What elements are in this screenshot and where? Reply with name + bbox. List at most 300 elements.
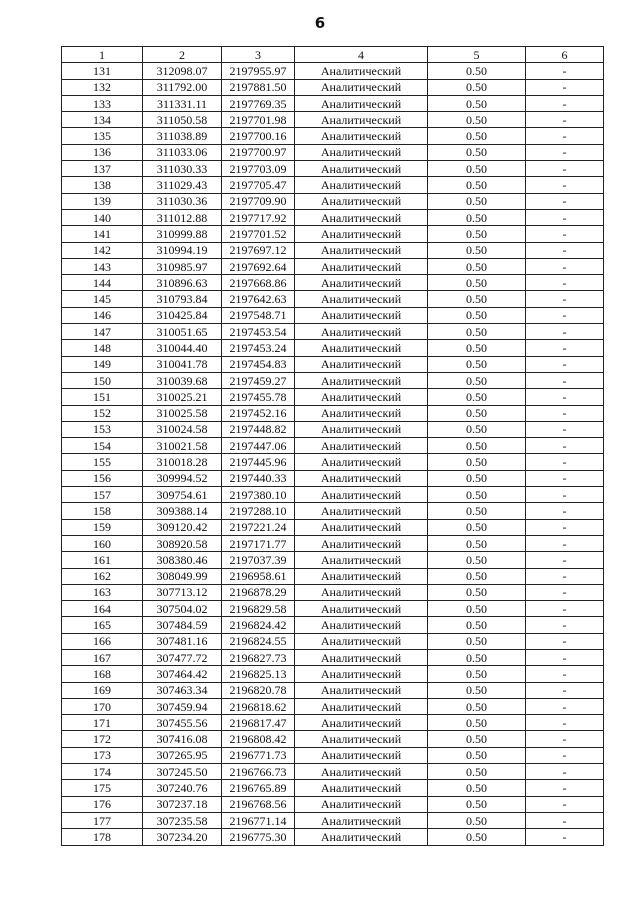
y-coordinate-cell: 2196820.78 (222, 682, 295, 698)
method-cell: Аналитический (295, 372, 428, 388)
accuracy-cell: 0.50 (428, 633, 526, 649)
point-number-cell: 176 (62, 796, 143, 812)
note-cell: - (526, 698, 604, 714)
x-coordinate-cell: 310051.65 (143, 324, 222, 340)
note-cell: - (526, 796, 604, 812)
y-coordinate-cell: 2197703.09 (222, 161, 295, 177)
method-cell: Аналитический (295, 438, 428, 454)
x-coordinate-cell: 307481.16 (143, 633, 222, 649)
method-cell: Аналитический (295, 112, 428, 128)
method-cell: Аналитический (295, 389, 428, 405)
y-coordinate-cell: 2196818.62 (222, 698, 295, 714)
note-cell: - (526, 666, 604, 682)
column-header: 4 (295, 47, 428, 63)
method-cell: Аналитический (295, 764, 428, 780)
y-coordinate-cell: 2197668.86 (222, 275, 295, 291)
table-row (62, 764, 604, 780)
y-coordinate-cell: 2196827.73 (222, 649, 295, 665)
accuracy-cell: 0.50 (428, 552, 526, 568)
note-cell: - (526, 519, 604, 535)
y-coordinate-cell: 2196768.56 (222, 796, 295, 812)
accuracy-cell: 0.50 (428, 226, 526, 242)
accuracy-cell: 0.50 (428, 128, 526, 144)
point-number-cell: 144 (62, 275, 143, 291)
x-coordinate-cell: 310985.97 (143, 258, 222, 274)
point-number-cell: 171 (62, 715, 143, 731)
y-coordinate-cell: 2197701.98 (222, 112, 295, 128)
point-number-cell: 162 (62, 568, 143, 584)
accuracy-cell: 0.50 (428, 503, 526, 519)
x-coordinate-cell: 310018.28 (143, 454, 222, 470)
point-number-cell: 147 (62, 324, 143, 340)
note-cell: - (526, 356, 604, 372)
accuracy-cell: 0.50 (428, 242, 526, 258)
accuracy-cell: 0.50 (428, 487, 526, 503)
point-number-cell: 138 (62, 177, 143, 193)
x-coordinate-cell: 307463.34 (143, 682, 222, 698)
note-cell: - (526, 95, 604, 111)
y-coordinate-cell: 2196765.89 (222, 780, 295, 796)
note-cell: - (526, 617, 604, 633)
accuracy-cell: 0.50 (428, 454, 526, 470)
table-row (62, 79, 604, 95)
point-number-cell: 164 (62, 601, 143, 617)
method-cell: Аналитический (295, 324, 428, 340)
point-number-cell: 177 (62, 812, 143, 828)
method-cell: Аналитический (295, 258, 428, 274)
method-cell: Аналитический (295, 552, 428, 568)
table-row (62, 487, 604, 503)
x-coordinate-cell: 307464.42 (143, 666, 222, 682)
accuracy-cell: 0.50 (428, 584, 526, 600)
accuracy-cell: 0.50 (428, 340, 526, 356)
table-row (62, 633, 604, 649)
x-coordinate-cell: 308380.46 (143, 552, 222, 568)
y-coordinate-cell: 2197453.24 (222, 340, 295, 356)
accuracy-cell: 0.50 (428, 405, 526, 421)
x-coordinate-cell: 312098.07 (143, 63, 222, 79)
point-number-cell: 166 (62, 633, 143, 649)
x-coordinate-cell: 307459.94 (143, 698, 222, 714)
point-number-cell: 143 (62, 258, 143, 274)
accuracy-cell: 0.50 (428, 161, 526, 177)
y-coordinate-cell: 2197452.16 (222, 405, 295, 421)
column-header: 1 (62, 47, 143, 63)
x-coordinate-cell: 307234.20 (143, 829, 222, 845)
x-coordinate-cell: 309388.14 (143, 503, 222, 519)
point-number-cell: 160 (62, 535, 143, 551)
accuracy-cell: 0.50 (428, 747, 526, 763)
table-row (62, 438, 604, 454)
method-cell: Аналитический (295, 128, 428, 144)
point-number-cell: 133 (62, 95, 143, 111)
y-coordinate-cell: 2197881.50 (222, 79, 295, 95)
method-cell: Аналитический (295, 79, 428, 95)
point-number-cell: 131 (62, 63, 143, 79)
note-cell: - (526, 470, 604, 486)
table-row (62, 324, 604, 340)
x-coordinate-cell: 308049.99 (143, 568, 222, 584)
y-coordinate-cell: 2196771.73 (222, 747, 295, 763)
point-number-cell: 175 (62, 780, 143, 796)
table-row (62, 209, 604, 225)
y-coordinate-cell: 2196771.14 (222, 812, 295, 828)
column-header: 5 (428, 47, 526, 63)
note-cell: - (526, 552, 604, 568)
accuracy-cell: 0.50 (428, 796, 526, 812)
table-row (62, 144, 604, 160)
y-coordinate-cell: 2197955.97 (222, 63, 295, 79)
note-cell: - (526, 731, 604, 747)
table-row (62, 454, 604, 470)
y-coordinate-cell: 2196878.29 (222, 584, 295, 600)
method-cell: Аналитический (295, 519, 428, 535)
point-number-cell: 148 (62, 340, 143, 356)
note-cell: - (526, 161, 604, 177)
point-number-cell: 169 (62, 682, 143, 698)
method-cell: Аналитический (295, 535, 428, 551)
note-cell: - (526, 812, 604, 828)
table-row (62, 63, 604, 79)
table-row (62, 95, 604, 111)
method-cell: Аналитический (295, 356, 428, 372)
method-cell: Аналитический (295, 568, 428, 584)
point-number-cell: 157 (62, 487, 143, 503)
accuracy-cell: 0.50 (428, 63, 526, 79)
note-cell: - (526, 649, 604, 665)
point-number-cell: 150 (62, 372, 143, 388)
note-cell: - (526, 389, 604, 405)
table-row (62, 356, 604, 372)
accuracy-cell: 0.50 (428, 764, 526, 780)
note-cell: - (526, 112, 604, 128)
column-header: 3 (222, 47, 295, 63)
point-number-cell: 178 (62, 829, 143, 845)
x-coordinate-cell: 310025.58 (143, 405, 222, 421)
table-row (62, 340, 604, 356)
method-cell: Аналитический (295, 666, 428, 682)
accuracy-cell: 0.50 (428, 95, 526, 111)
point-number-cell: 153 (62, 421, 143, 437)
x-coordinate-cell: 307477.72 (143, 649, 222, 665)
y-coordinate-cell: 2197447.06 (222, 438, 295, 454)
note-cell: - (526, 568, 604, 584)
accuracy-cell: 0.50 (428, 79, 526, 95)
x-coordinate-cell: 310896.63 (143, 275, 222, 291)
x-coordinate-cell: 310999.88 (143, 226, 222, 242)
accuracy-cell: 0.50 (428, 535, 526, 551)
x-coordinate-cell: 311331.11 (143, 95, 222, 111)
method-cell: Аналитический (295, 291, 428, 307)
table-row (62, 161, 604, 177)
table-row (62, 535, 604, 551)
table-row (62, 601, 604, 617)
x-coordinate-cell: 309754.61 (143, 487, 222, 503)
accuracy-cell: 0.50 (428, 731, 526, 747)
method-cell: Аналитический (295, 633, 428, 649)
x-coordinate-cell: 309120.42 (143, 519, 222, 535)
method-cell: Аналитический (295, 275, 428, 291)
note-cell: - (526, 438, 604, 454)
table-row (62, 682, 604, 698)
y-coordinate-cell: 2197455.78 (222, 389, 295, 405)
point-number-cell: 132 (62, 79, 143, 95)
note-cell: - (526, 226, 604, 242)
point-number-cell: 151 (62, 389, 143, 405)
table-row (62, 242, 604, 258)
method-cell: Аналитический (295, 209, 428, 225)
x-coordinate-cell: 310039.68 (143, 372, 222, 388)
method-cell: Аналитический (295, 487, 428, 503)
accuracy-cell: 0.50 (428, 812, 526, 828)
page-number: 6 (314, 14, 326, 32)
y-coordinate-cell: 2197548.71 (222, 307, 295, 323)
note-cell: - (526, 601, 604, 617)
x-coordinate-cell: 307237.18 (143, 796, 222, 812)
accuracy-cell: 0.50 (428, 144, 526, 160)
accuracy-cell: 0.50 (428, 715, 526, 731)
y-coordinate-cell: 2197445.96 (222, 454, 295, 470)
coordinates-table (61, 46, 604, 846)
table-row (62, 226, 604, 242)
point-number-cell: 140 (62, 209, 143, 225)
accuracy-cell: 0.50 (428, 209, 526, 225)
x-coordinate-cell: 307245.50 (143, 764, 222, 780)
x-coordinate-cell: 307265.95 (143, 747, 222, 763)
note-cell: - (526, 258, 604, 274)
table-row (62, 470, 604, 486)
note-cell: - (526, 747, 604, 763)
x-coordinate-cell: 310793.84 (143, 291, 222, 307)
accuracy-cell: 0.50 (428, 356, 526, 372)
table-row (62, 519, 604, 535)
x-coordinate-cell: 311030.33 (143, 161, 222, 177)
y-coordinate-cell: 2197701.52 (222, 226, 295, 242)
method-cell: Аналитический (295, 682, 428, 698)
y-coordinate-cell: 2197453.54 (222, 324, 295, 340)
y-coordinate-cell: 2197697.12 (222, 242, 295, 258)
accuracy-cell: 0.50 (428, 177, 526, 193)
table-row (62, 584, 604, 600)
point-number-cell: 139 (62, 193, 143, 209)
point-number-cell: 163 (62, 584, 143, 600)
accuracy-cell: 0.50 (428, 193, 526, 209)
table-header-row (62, 47, 604, 63)
accuracy-cell: 0.50 (428, 682, 526, 698)
accuracy-cell: 0.50 (428, 291, 526, 307)
x-coordinate-cell: 310041.78 (143, 356, 222, 372)
accuracy-cell: 0.50 (428, 698, 526, 714)
y-coordinate-cell: 2197288.10 (222, 503, 295, 519)
x-coordinate-cell: 307455.56 (143, 715, 222, 731)
accuracy-cell: 0.50 (428, 617, 526, 633)
table-row (62, 796, 604, 812)
table-row (62, 617, 604, 633)
note-cell: - (526, 79, 604, 95)
y-coordinate-cell: 2196817.47 (222, 715, 295, 731)
note-cell: - (526, 503, 604, 519)
method-cell: Аналитический (295, 226, 428, 242)
table-row (62, 291, 604, 307)
note-cell: - (526, 715, 604, 731)
point-number-cell: 167 (62, 649, 143, 665)
point-number-cell: 161 (62, 552, 143, 568)
point-number-cell: 172 (62, 731, 143, 747)
table-row (62, 747, 604, 763)
x-coordinate-cell: 307240.76 (143, 780, 222, 796)
accuracy-cell: 0.50 (428, 275, 526, 291)
table-body (62, 63, 604, 845)
x-coordinate-cell: 307235.58 (143, 812, 222, 828)
method-cell: Аналитический (295, 193, 428, 209)
table-row (62, 258, 604, 274)
method-cell: Аналитический (295, 715, 428, 731)
table-row (62, 128, 604, 144)
x-coordinate-cell: 311792.00 (143, 79, 222, 95)
method-cell: Аналитический (295, 95, 428, 111)
method-cell: Аналитический (295, 454, 428, 470)
x-coordinate-cell: 307484.59 (143, 617, 222, 633)
y-coordinate-cell: 2197769.35 (222, 95, 295, 111)
table-row (62, 812, 604, 828)
point-number-cell: 154 (62, 438, 143, 454)
note-cell: - (526, 780, 604, 796)
y-coordinate-cell: 2197692.64 (222, 258, 295, 274)
note-cell: - (526, 177, 604, 193)
accuracy-cell: 0.50 (428, 438, 526, 454)
y-coordinate-cell: 2197448.82 (222, 421, 295, 437)
method-cell: Аналитический (295, 421, 428, 437)
note-cell: - (526, 421, 604, 437)
point-number-cell: 134 (62, 112, 143, 128)
y-coordinate-cell: 2197221.24 (222, 519, 295, 535)
point-number-cell: 145 (62, 291, 143, 307)
accuracy-cell: 0.50 (428, 389, 526, 405)
y-coordinate-cell: 2197642.63 (222, 291, 295, 307)
accuracy-cell: 0.50 (428, 307, 526, 323)
method-cell: Аналитический (295, 747, 428, 763)
x-coordinate-cell: 310021.58 (143, 438, 222, 454)
x-coordinate-cell: 310044.40 (143, 340, 222, 356)
accuracy-cell: 0.50 (428, 470, 526, 486)
note-cell: - (526, 584, 604, 600)
method-cell: Аналитический (295, 405, 428, 421)
note-cell: - (526, 487, 604, 503)
note-cell: - (526, 144, 604, 160)
method-cell: Аналитический (295, 340, 428, 356)
point-number-cell: 137 (62, 161, 143, 177)
point-number-cell: 168 (62, 666, 143, 682)
x-coordinate-cell: 309994.52 (143, 470, 222, 486)
table-row (62, 649, 604, 665)
y-coordinate-cell: 2197454.83 (222, 356, 295, 372)
table-row (62, 177, 604, 193)
point-number-cell: 136 (62, 144, 143, 160)
method-cell: Аналитический (295, 731, 428, 747)
note-cell: - (526, 128, 604, 144)
accuracy-cell: 0.50 (428, 258, 526, 274)
table-row (62, 780, 604, 796)
accuracy-cell: 0.50 (428, 780, 526, 796)
note-cell: - (526, 682, 604, 698)
method-cell: Аналитический (295, 780, 428, 796)
x-coordinate-cell: 308920.58 (143, 535, 222, 551)
column-header: 6 (526, 47, 604, 63)
accuracy-cell: 0.50 (428, 372, 526, 388)
method-cell: Аналитический (295, 470, 428, 486)
point-number-cell: 142 (62, 242, 143, 258)
table-row (62, 193, 604, 209)
accuracy-cell: 0.50 (428, 829, 526, 845)
table-row (62, 503, 604, 519)
point-number-cell: 165 (62, 617, 143, 633)
note-cell: - (526, 340, 604, 356)
point-number-cell: 146 (62, 307, 143, 323)
x-coordinate-cell: 311012.88 (143, 209, 222, 225)
note-cell: - (526, 193, 604, 209)
x-coordinate-cell: 310425.84 (143, 307, 222, 323)
accuracy-cell: 0.50 (428, 601, 526, 617)
accuracy-cell: 0.50 (428, 666, 526, 682)
note-cell: - (526, 454, 604, 470)
point-number-cell: 174 (62, 764, 143, 780)
x-coordinate-cell: 310994.19 (143, 242, 222, 258)
table-row (62, 275, 604, 291)
table-row (62, 568, 604, 584)
table-row (62, 307, 604, 323)
point-number-cell: 173 (62, 747, 143, 763)
accuracy-cell: 0.50 (428, 568, 526, 584)
note-cell: - (526, 324, 604, 340)
method-cell: Аналитический (295, 307, 428, 323)
method-cell: Аналитический (295, 144, 428, 160)
x-coordinate-cell: 307713.12 (143, 584, 222, 600)
point-number-cell: 155 (62, 454, 143, 470)
note-cell: - (526, 405, 604, 421)
y-coordinate-cell: 2197717.92 (222, 209, 295, 225)
method-cell: Аналитический (295, 649, 428, 665)
accuracy-cell: 0.50 (428, 519, 526, 535)
note-cell: - (526, 372, 604, 388)
y-coordinate-cell: 2196829.58 (222, 601, 295, 617)
table-row (62, 715, 604, 731)
point-number-cell: 170 (62, 698, 143, 714)
method-cell: Аналитический (295, 161, 428, 177)
y-coordinate-cell: 2197700.97 (222, 144, 295, 160)
method-cell: Аналитический (295, 829, 428, 845)
method-cell: Аналитический (295, 601, 428, 617)
x-coordinate-cell: 311029.43 (143, 177, 222, 193)
table-row (62, 698, 604, 714)
x-coordinate-cell: 310024.58 (143, 421, 222, 437)
table-row (62, 405, 604, 421)
point-number-cell: 149 (62, 356, 143, 372)
y-coordinate-cell: 2196825.13 (222, 666, 295, 682)
accuracy-cell: 0.50 (428, 421, 526, 437)
x-coordinate-cell: 311033.06 (143, 144, 222, 160)
y-coordinate-cell: 2196808.42 (222, 731, 295, 747)
note-cell: - (526, 307, 604, 323)
y-coordinate-cell: 2196775.30 (222, 829, 295, 845)
method-cell: Аналитический (295, 796, 428, 812)
point-number-cell: 158 (62, 503, 143, 519)
y-coordinate-cell: 2196958.61 (222, 568, 295, 584)
point-number-cell: 156 (62, 470, 143, 486)
y-coordinate-cell: 2197700.16 (222, 128, 295, 144)
point-number-cell: 159 (62, 519, 143, 535)
x-coordinate-cell: 310025.21 (143, 389, 222, 405)
column-header: 2 (143, 47, 222, 63)
